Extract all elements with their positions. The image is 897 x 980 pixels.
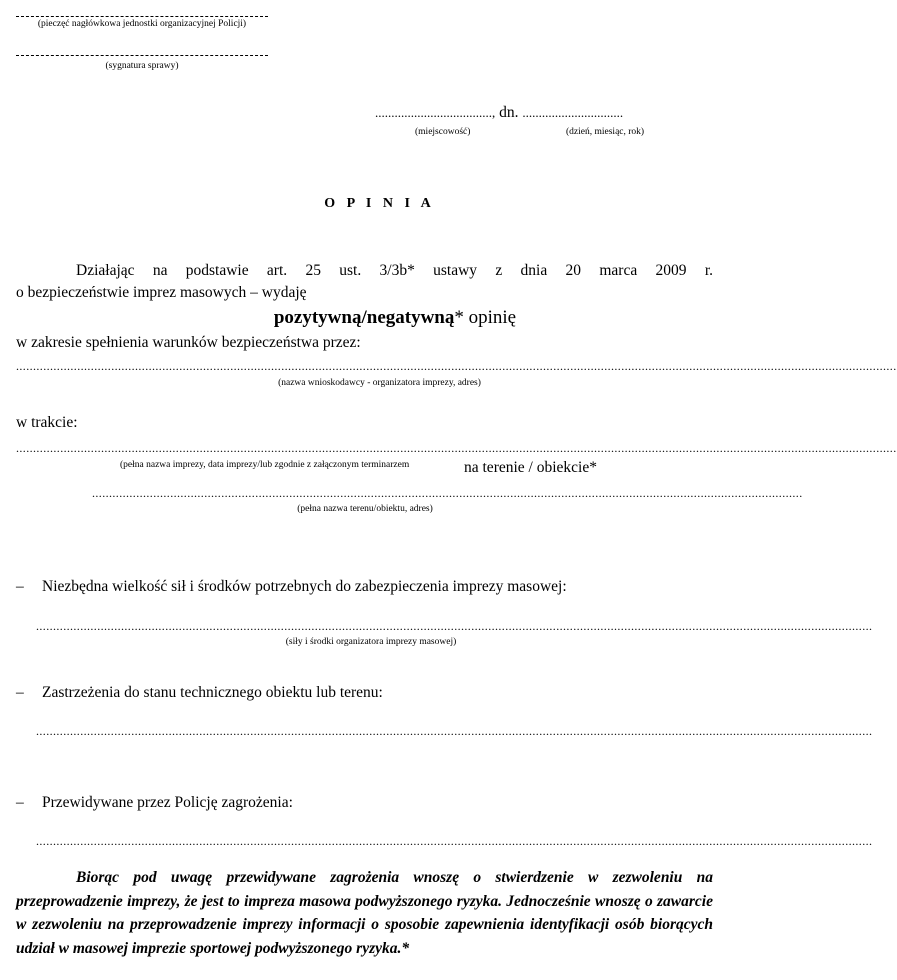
place-caption: (miejscowość) (415, 127, 471, 137)
stamp-line (16, 16, 268, 17)
document-title: O P I N I A (324, 196, 435, 211)
event-caption: (pełna nazwa imprezy, data imprezy/lub zgodnie z załączonym terminarzem (120, 460, 410, 470)
place-field[interactable]: ...................................., (375, 105, 496, 120)
intro-line-1: Działając na podstawie art. 25 ust. 3/3b* ustawy z dnia 20 marca 2009 r. (76, 262, 713, 279)
intro-paragraph (16, 260, 713, 304)
date-field[interactable]: ............................... (522, 105, 624, 120)
date-prefix: dn. (499, 104, 519, 121)
place-date-line (375, 104, 623, 122)
resources-label: Niezbędna wielkość sił i środków potrzebnych do zabezpieczenia imprezy masowej: (42, 578, 567, 595)
item-bullet-1: – (16, 578, 24, 595)
opinion-type: pozytywną/negatywną (273, 307, 455, 328)
resources-field[interactable]: ...................................................................................................................................................................................................................................................... (36, 619, 873, 633)
intro-line-2: o bezpieczeństwie imprez masowych – wydaję (16, 284, 307, 301)
case-number-line (16, 55, 268, 56)
opinion-suffix: * opinię (454, 307, 517, 328)
threats-field[interactable]: ...................................................................................................................................................................................................................................................... (36, 834, 873, 848)
during-label: w trakcie: (16, 414, 78, 431)
organizer-field[interactable]: ................................................................................................................................................................................................................................................................... (16, 359, 897, 373)
item-bullet-2: – (16, 684, 24, 701)
opinion-statement (0, 307, 790, 329)
conclusion-paragraph: Biorąc pod uwagę przewidywane zagrożenia wnoszę o stwierdzenie w zezwoleniu na przeprowadzenie imprezy, że jest to impreza masowa podwyższonego ryzyka. Jednocześnie wnoszę o zawarcie w zezwoleniu na przeprowadzenie imprezy informacji o sposobie zapewnienia identyfikacji osób biorących udział w masowej imprezie sportowej podwyższonego ryzyka.* (16, 869, 713, 957)
date-caption: (dzień, miesiąc, rok) (566, 127, 645, 137)
technical-reservations-field[interactable]: ...................................................................................................................................................................................................................................................... (36, 724, 873, 738)
item-bullet-3: – (16, 794, 24, 811)
stamp-caption: (pieczęć nagłówkowa jednostki organizacyjnej Policji) (37, 19, 247, 29)
resources-caption: (siły i środki organizatora imprezy masowej) (285, 637, 457, 647)
technical-reservations-label: Zastrzeżenia do stanu technicznego obiektu lub terenu: (42, 684, 383, 701)
venue-label: na terenie / obiekcie* (464, 459, 597, 476)
scope-text: w zakresie spełnienia warunków bezpieczeństwa przez: (16, 334, 361, 351)
event-field[interactable]: ................................................................................................................................................................................................................................................................... (16, 441, 897, 455)
organizer-caption: (nazwa wnioskodawcy - organizatora imprezy, adres) (278, 378, 481, 388)
venue-caption: (pełna nazwa terenu/obiektu, adres) (297, 504, 433, 514)
case-number-caption: (sygnatura sprawy) (105, 61, 179, 71)
venue-field[interactable]: ................................................................................................................................................................................................................. (92, 486, 803, 500)
threats-label: Przewidywane przez Policję zagrożenia: (42, 794, 293, 811)
